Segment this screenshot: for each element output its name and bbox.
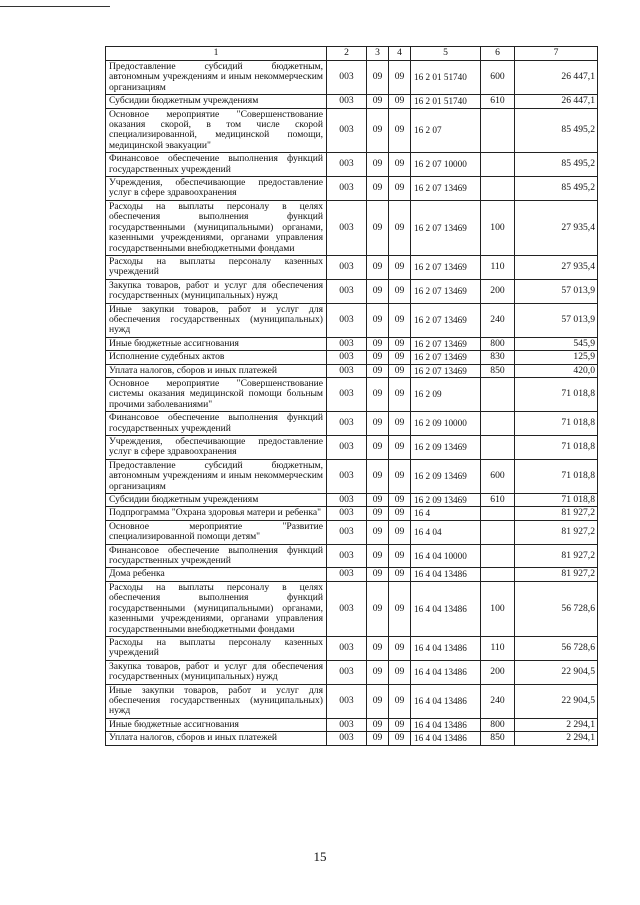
subsection-code-cell: 09 [389, 351, 411, 364]
amount-cell: 85 495,2 [515, 108, 598, 153]
expense-type-cell [481, 544, 515, 568]
section-code-cell: 09 [367, 153, 389, 177]
expense-type-cell: 850 [481, 732, 515, 745]
table-row [106, 568, 598, 581]
row-name-cell: Уплата налогов, сборов и иных платежей [106, 732, 327, 745]
header-cell: 2 [327, 47, 367, 61]
ministry-code-cell: 003 [327, 303, 367, 337]
table-row [106, 61, 598, 95]
subsection-code-cell: 09 [389, 544, 411, 568]
header-cell: 5 [411, 47, 481, 61]
target-article-cell: 16 4 04 13486 [411, 636, 481, 660]
subsection-code-cell: 09 [389, 581, 411, 636]
amount-cell: 81 927,2 [515, 507, 598, 520]
amount-cell: 57 013,9 [515, 279, 598, 303]
row-name-cell: Исполнение судебных актов [106, 351, 327, 364]
section-code-cell: 09 [367, 255, 389, 279]
section-code-cell: 09 [367, 732, 389, 745]
section-code-cell: 09 [367, 377, 389, 411]
target-article-cell: 16 4 04 10000 [411, 544, 481, 568]
target-article-cell: 16 4 [411, 507, 481, 520]
amount-cell: 2 294,1 [515, 732, 598, 745]
target-article-cell: 16 2 07 10000 [411, 153, 481, 177]
table-body [106, 61, 598, 746]
amount-cell: 81 927,2 [515, 520, 598, 544]
target-article-cell: 16 2 07 13469 [411, 351, 481, 364]
page-number: 15 [313, 849, 327, 864]
row-name-cell: Иные бюджетные ассигнования [106, 337, 327, 350]
subsection-code-cell: 09 [389, 177, 411, 201]
ministry-code-cell: 003 [327, 337, 367, 350]
table-row [106, 544, 598, 568]
subsection-code-cell: 09 [389, 732, 411, 745]
target-article-cell: 16 4 04 13486 [411, 684, 481, 718]
table-row [106, 279, 598, 303]
subsection-code-cell: 09 [389, 520, 411, 544]
ministry-code-cell: 003 [327, 200, 367, 255]
expense-type-cell [481, 377, 515, 411]
subsection-code-cell: 09 [389, 494, 411, 507]
table-row [106, 436, 598, 460]
target-article-cell: 16 2 01 51740 [411, 95, 481, 108]
amount-cell: 125,9 [515, 351, 598, 364]
table-row [106, 718, 598, 731]
table-row [106, 660, 598, 684]
ministry-code-cell: 003 [327, 581, 367, 636]
table-row [106, 364, 598, 377]
row-name-cell: Иные бюджетные ассигнования [106, 718, 327, 731]
section-code-cell: 09 [367, 337, 389, 350]
subsection-code-cell: 09 [389, 255, 411, 279]
expense-type-cell [481, 153, 515, 177]
table-row [106, 337, 598, 350]
table-header-row [106, 47, 598, 61]
section-code-cell: 09 [367, 507, 389, 520]
expense-type-cell: 600 [481, 61, 515, 95]
expense-type-cell: 610 [481, 494, 515, 507]
row-name-cell: Предоставление субсидий бюджетным, автономным учреждениям и иным некоммерческим организациям [106, 459, 327, 493]
row-name-cell: Расходы на выплаты персоналу казенных учреждений [106, 636, 327, 660]
expense-type-cell: 610 [481, 95, 515, 108]
subsection-code-cell: 09 [389, 279, 411, 303]
ministry-code-cell: 003 [327, 684, 367, 718]
ministry-code-cell: 003 [327, 568, 367, 581]
amount-cell: 22 904,5 [515, 684, 598, 718]
header-cell: 6 [481, 47, 515, 61]
section-code-cell: 09 [367, 108, 389, 153]
amount-cell: 81 927,2 [515, 544, 598, 568]
section-code-cell: 09 [367, 436, 389, 460]
table-row [106, 95, 598, 108]
section-code-cell: 09 [367, 718, 389, 731]
ministry-code-cell: 003 [327, 436, 367, 460]
table-row [106, 581, 598, 636]
row-name-cell: Основное мероприятие "Развитие специализированной помощи детям" [106, 520, 327, 544]
ministry-code-cell: 003 [327, 279, 367, 303]
table-row [106, 459, 598, 493]
expense-type-cell [481, 520, 515, 544]
table-row [106, 507, 598, 520]
header-cell: 4 [389, 47, 411, 61]
subsection-code-cell: 09 [389, 660, 411, 684]
expense-type-cell [481, 568, 515, 581]
amount-cell: 57 013,9 [515, 303, 598, 337]
ministry-code-cell: 003 [327, 95, 367, 108]
row-name-cell: Финансовое обеспечение выполнения функций государственных учреждений [106, 153, 327, 177]
table-row [106, 412, 598, 436]
ministry-code-cell: 003 [327, 732, 367, 745]
subsection-code-cell: 09 [389, 153, 411, 177]
target-article-cell: 16 2 07 13469 [411, 177, 481, 201]
target-article-cell: 16 2 01 51740 [411, 61, 481, 95]
subsection-code-cell: 09 [389, 636, 411, 660]
table-row [106, 108, 598, 153]
row-name-cell: Предоставление субсидий бюджетным, автономным учреждениям и иным некоммерческим организациям [106, 61, 327, 95]
expense-type-cell: 850 [481, 364, 515, 377]
row-name-cell: Учреждения, обеспечивающие предоставление услуг в сфере здравоохранения [106, 177, 327, 201]
subsection-code-cell: 09 [389, 95, 411, 108]
top-left-rule [0, 6, 110, 7]
section-code-cell: 09 [367, 200, 389, 255]
section-code-cell: 09 [367, 61, 389, 95]
section-code-cell: 09 [367, 459, 389, 493]
ministry-code-cell: 003 [327, 61, 367, 95]
table-row [106, 255, 598, 279]
section-code-cell: 09 [367, 520, 389, 544]
table-row [106, 494, 598, 507]
row-name-cell: Финансовое обеспечение выполнения функций государственных учреждений [106, 412, 327, 436]
amount-cell: 27 935,4 [515, 200, 598, 255]
target-article-cell: 16 4 04 13486 [411, 732, 481, 745]
target-article-cell: 16 2 07 13469 [411, 255, 481, 279]
ministry-code-cell: 003 [327, 351, 367, 364]
expense-type-cell: 240 [481, 303, 515, 337]
table-row [106, 377, 598, 411]
ministry-code-cell: 003 [327, 177, 367, 201]
target-article-cell: 16 2 07 [411, 108, 481, 153]
row-name-cell: Субсидии бюджетным учреждениям [106, 494, 327, 507]
subsection-code-cell: 09 [389, 108, 411, 153]
row-name-cell: Расходы на выплаты персоналу в целях обеспечения выполнения функций государственными (муниципальными) органами, казенными учреждениями, органами управления государственными внебюджетными фондами [106, 200, 327, 255]
section-code-cell: 09 [367, 95, 389, 108]
expense-type-cell [481, 177, 515, 201]
ministry-code-cell: 003 [327, 494, 367, 507]
section-code-cell: 09 [367, 544, 389, 568]
ministry-code-cell: 003 [327, 507, 367, 520]
target-article-cell: 16 2 09 13469 [411, 494, 481, 507]
expense-type-cell: 800 [481, 337, 515, 350]
header-cell: 7 [515, 47, 598, 61]
table-row [106, 636, 598, 660]
table-row [106, 177, 598, 201]
amount-cell: 27 935,4 [515, 255, 598, 279]
row-name-cell: Закупка товаров, работ и услуг для обеспечения государственных (муниципальных) нужд [106, 279, 327, 303]
ministry-code-cell: 003 [327, 412, 367, 436]
subsection-code-cell: 09 [389, 507, 411, 520]
amount-cell: 85 495,2 [515, 153, 598, 177]
section-code-cell: 09 [367, 412, 389, 436]
row-name-cell: Субсидии бюджетным учреждениям [106, 95, 327, 108]
row-name-cell: Уплата налогов, сборов и иных платежей [106, 364, 327, 377]
subsection-code-cell: 09 [389, 364, 411, 377]
subsection-code-cell: 09 [389, 459, 411, 493]
table-row [106, 732, 598, 745]
subsection-code-cell: 09 [389, 436, 411, 460]
subsection-code-cell: 09 [389, 412, 411, 436]
target-article-cell: 16 4 04 13486 [411, 581, 481, 636]
ministry-code-cell: 003 [327, 364, 367, 377]
section-code-cell: 09 [367, 568, 389, 581]
subsection-code-cell: 09 [389, 303, 411, 337]
expense-type-cell [481, 412, 515, 436]
target-article-cell: 16 2 09 [411, 377, 481, 411]
section-code-cell: 09 [367, 177, 389, 201]
section-code-cell: 09 [367, 279, 389, 303]
subsection-code-cell: 09 [389, 718, 411, 731]
expense-type-cell: 110 [481, 636, 515, 660]
expense-type-cell: 800 [481, 718, 515, 731]
row-name-cell: Иные закупки товаров, работ и услуг для обеспечения государственных (муниципальных) нужд [106, 684, 327, 718]
table-row [106, 200, 598, 255]
section-code-cell: 09 [367, 303, 389, 337]
section-code-cell: 09 [367, 364, 389, 377]
ministry-code-cell: 003 [327, 544, 367, 568]
table-row [106, 351, 598, 364]
subsection-code-cell: 09 [389, 684, 411, 718]
ministry-code-cell: 003 [327, 153, 367, 177]
row-name-cell: Подпрограмма "Охрана здоровья матери и ребенка" [106, 507, 327, 520]
target-article-cell: 16 2 07 13469 [411, 364, 481, 377]
amount-cell: 56 728,6 [515, 636, 598, 660]
table-row [106, 153, 598, 177]
target-article-cell: 16 2 09 13469 [411, 459, 481, 493]
amount-cell: 545,9 [515, 337, 598, 350]
row-name-cell: Закупка товаров, работ и услуг для обеспечения государственных (муниципальных) нужд [106, 660, 327, 684]
section-code-cell: 09 [367, 684, 389, 718]
amount-cell: 81 927,2 [515, 568, 598, 581]
row-name-cell: Расходы на выплаты персоналу казенных учреждений [106, 255, 327, 279]
ministry-code-cell: 003 [327, 636, 367, 660]
ministry-code-cell: 003 [327, 718, 367, 731]
row-name-cell: Учреждения, обеспечивающие предоставление услуг в сфере здравоохранения [106, 436, 327, 460]
row-name-cell: Основное мероприятие "Совершенствование оказания скорой, в том числе скорой специализированной, медицинской помощи, медицинской эвакуации" [106, 108, 327, 153]
table-row [106, 684, 598, 718]
table-row [106, 303, 598, 337]
amount-cell: 71 018,8 [515, 377, 598, 411]
row-name-cell: Дома ребенка [106, 568, 327, 581]
section-code-cell: 09 [367, 581, 389, 636]
subsection-code-cell: 09 [389, 337, 411, 350]
target-article-cell: 16 2 07 13469 [411, 337, 481, 350]
ministry-code-cell: 003 [327, 255, 367, 279]
ministry-code-cell: 003 [327, 459, 367, 493]
expense-type-cell: 830 [481, 351, 515, 364]
row-name-cell: Иные закупки товаров, работ и услуг для обеспечения государственных (муниципальных) нужд [106, 303, 327, 337]
amount-cell: 71 018,8 [515, 494, 598, 507]
row-name-cell: Финансовое обеспечение выполнения функций государственных учреждений [106, 544, 327, 568]
target-article-cell: 16 4 04 13486 [411, 568, 481, 581]
amount-cell: 2 294,1 [515, 718, 598, 731]
section-code-cell: 09 [367, 636, 389, 660]
target-article-cell: 16 2 07 13469 [411, 303, 481, 337]
amount-cell: 71 018,8 [515, 436, 598, 460]
expense-type-cell: 200 [481, 279, 515, 303]
amount-cell: 26 447,1 [515, 61, 598, 95]
target-article-cell: 16 2 07 13469 [411, 200, 481, 255]
section-code-cell: 09 [367, 351, 389, 364]
expense-type-cell [481, 108, 515, 153]
expense-type-cell: 100 [481, 200, 515, 255]
budget-table [105, 46, 598, 746]
subsection-code-cell: 09 [389, 200, 411, 255]
target-article-cell: 16 4 04 [411, 520, 481, 544]
expense-type-cell: 100 [481, 581, 515, 636]
target-article-cell: 16 2 07 13469 [411, 279, 481, 303]
target-article-cell: 16 4 04 13486 [411, 660, 481, 684]
amount-cell: 26 447,1 [515, 95, 598, 108]
amount-cell: 71 018,8 [515, 459, 598, 493]
ministry-code-cell: 003 [327, 660, 367, 684]
expense-type-cell: 110 [481, 255, 515, 279]
amount-cell: 420,0 [515, 364, 598, 377]
ministry-code-cell: 003 [327, 520, 367, 544]
row-name-cell: Расходы на выплаты персоналу в целях обеспечения выполнения функций государственными (муниципальными) органами, казенными учреждениями, органами управления государственными внебюджетными фондами [106, 581, 327, 636]
amount-cell: 85 495,2 [515, 177, 598, 201]
table-row [106, 520, 598, 544]
expense-type-cell [481, 507, 515, 520]
section-code-cell: 09 [367, 660, 389, 684]
expense-type-cell: 200 [481, 660, 515, 684]
target-article-cell: 16 2 09 13469 [411, 436, 481, 460]
target-article-cell: 16 2 09 10000 [411, 412, 481, 436]
header-cell: 1 [106, 47, 327, 61]
header-cell: 3 [367, 47, 389, 61]
target-article-cell: 16 4 04 13486 [411, 718, 481, 731]
section-code-cell: 09 [367, 494, 389, 507]
row-name-cell: Основное мероприятие "Совершенствование системы оказания медицинской помощи больным прочими заболеваниями" [106, 377, 327, 411]
expense-type-cell [481, 436, 515, 460]
amount-cell: 22 904,5 [515, 660, 598, 684]
expense-type-cell: 240 [481, 684, 515, 718]
ministry-code-cell: 003 [327, 108, 367, 153]
ministry-code-cell: 003 [327, 377, 367, 411]
expense-type-cell: 600 [481, 459, 515, 493]
amount-cell: 56 728,6 [515, 581, 598, 636]
amount-cell: 71 018,8 [515, 412, 598, 436]
subsection-code-cell: 09 [389, 377, 411, 411]
subsection-code-cell: 09 [389, 568, 411, 581]
subsection-code-cell: 09 [389, 61, 411, 95]
